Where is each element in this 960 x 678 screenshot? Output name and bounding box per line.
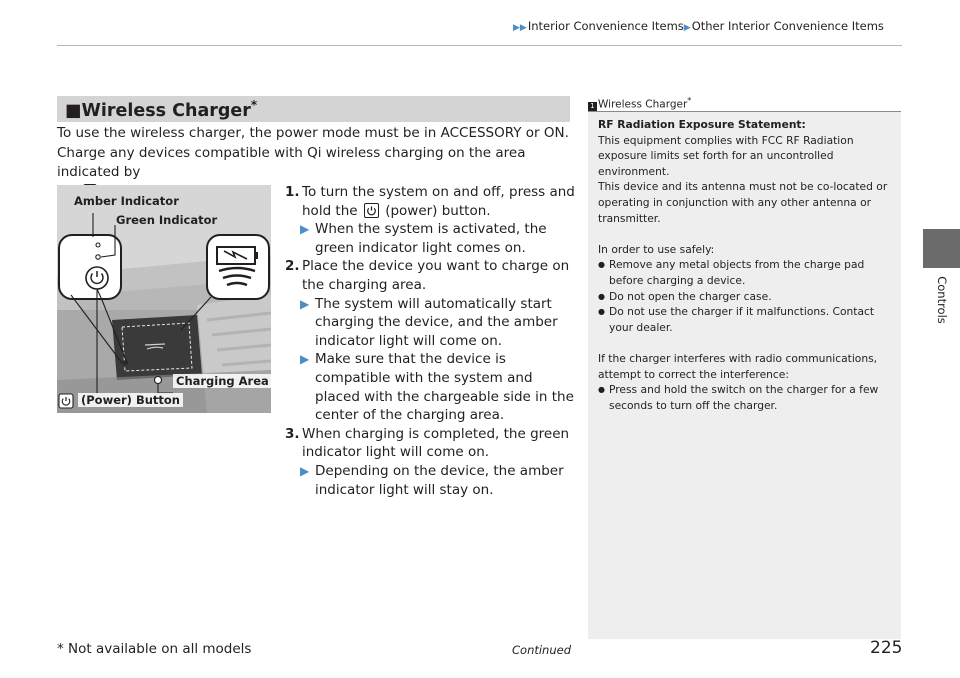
chapter-label: Controls <box>934 276 949 324</box>
charging-area-label: Charging Area <box>173 374 271 388</box>
footnote: * Not available on all models <box>57 641 252 657</box>
note-paragraph: This device and its antenna must not be co-located or operating in conjunction with any other antenna or transmitter. <box>598 180 888 225</box>
note-paragraph: This equipment complies with FCC RF Radiation exposure limits set forth for an uncontrolled environment. <box>598 133 854 178</box>
section-title: ■Wireless Charger* <box>65 98 258 121</box>
step-1-result: ▶ When the system is activated, the green indicator light comes on. <box>300 221 547 256</box>
breadcrumb-item: Interior Convenience Items <box>527 19 684 33</box>
step-1: 1. To turn the system on and off, press and hold the (power) button. <box>285 184 575 219</box>
breadcrumb-item: Other Interior Convenience Items <box>691 19 884 33</box>
result-arrow-icon: ▶ <box>300 222 310 237</box>
note-header <box>588 96 901 111</box>
section-heading <box>57 96 570 122</box>
page-number: 225 <box>870 638 903 658</box>
instruction-steps <box>285 183 575 499</box>
step-3: 3. When charging is completed, the green indicator light will come on. <box>285 425 570 461</box>
arrow-icon: ▶▶ <box>513 23 527 33</box>
continued-label: Continued <box>512 643 572 657</box>
chapter-tab <box>923 229 960 268</box>
green-indicator-label: Green Indicator <box>116 213 218 227</box>
result-arrow-icon: ▶ <box>300 296 310 311</box>
note-bullet: ● Do not open the charger case. <box>598 289 896 305</box>
power-button-label: (Power) Button <box>78 393 183 407</box>
result-arrow-icon: ▶ <box>300 352 310 367</box>
intro-line: Charge any devices compatible with Qi wireless charging on the area indicated by <box>57 144 526 180</box>
step-2-result: ▶ The system will automatically start charging the device, and the amber indicator light will come on. <box>300 295 558 349</box>
note-bullet: ● Remove any metal objects from the charge pad before charging a device. <box>598 257 896 288</box>
breadcrumb <box>513 19 884 33</box>
note-paragraph: In order to use safely: <box>598 242 715 256</box>
step-2: 2. Place the device you want to charge on the charging area. <box>285 258 570 293</box>
note-divider <box>588 111 901 112</box>
note-bullet: ● Press and hold the switch on the charger for a few seconds to turn off the charger. <box>598 382 896 413</box>
step-3-result: ▶ Depending on the device, the amber indicator light will stay on. <box>300 462 564 498</box>
note-bullet: ● Do not use the charger if it malfunctions. Contact your dealer. <box>598 304 896 335</box>
result-arrow-icon: ▶ <box>300 463 310 478</box>
header-divider <box>57 45 902 46</box>
arrow-icon: ▶ <box>683 23 691 33</box>
power-icon <box>364 203 379 218</box>
charger-illustration <box>57 185 271 413</box>
note-heading: RF Radiation Exposure Statement: <box>598 118 806 131</box>
note-paragraph: If the charger interferes with radio communications, attempt to correct the interference: <box>598 351 878 381</box>
note-body <box>598 117 896 413</box>
reference-icon: 1 <box>588 102 597 111</box>
intro-line: To use the wireless charger, the power mode must be in ACCESSORY or ON. <box>57 125 569 141</box>
note-title: 1 Wireless Charger* <box>588 96 691 111</box>
side-note <box>588 96 901 639</box>
amber-indicator-label: Amber Indicator <box>74 194 179 208</box>
step-2-result: ▶ Make sure that the device is compatible with the system and placed with the chargeable side in the center of the charging area. <box>300 351 574 424</box>
